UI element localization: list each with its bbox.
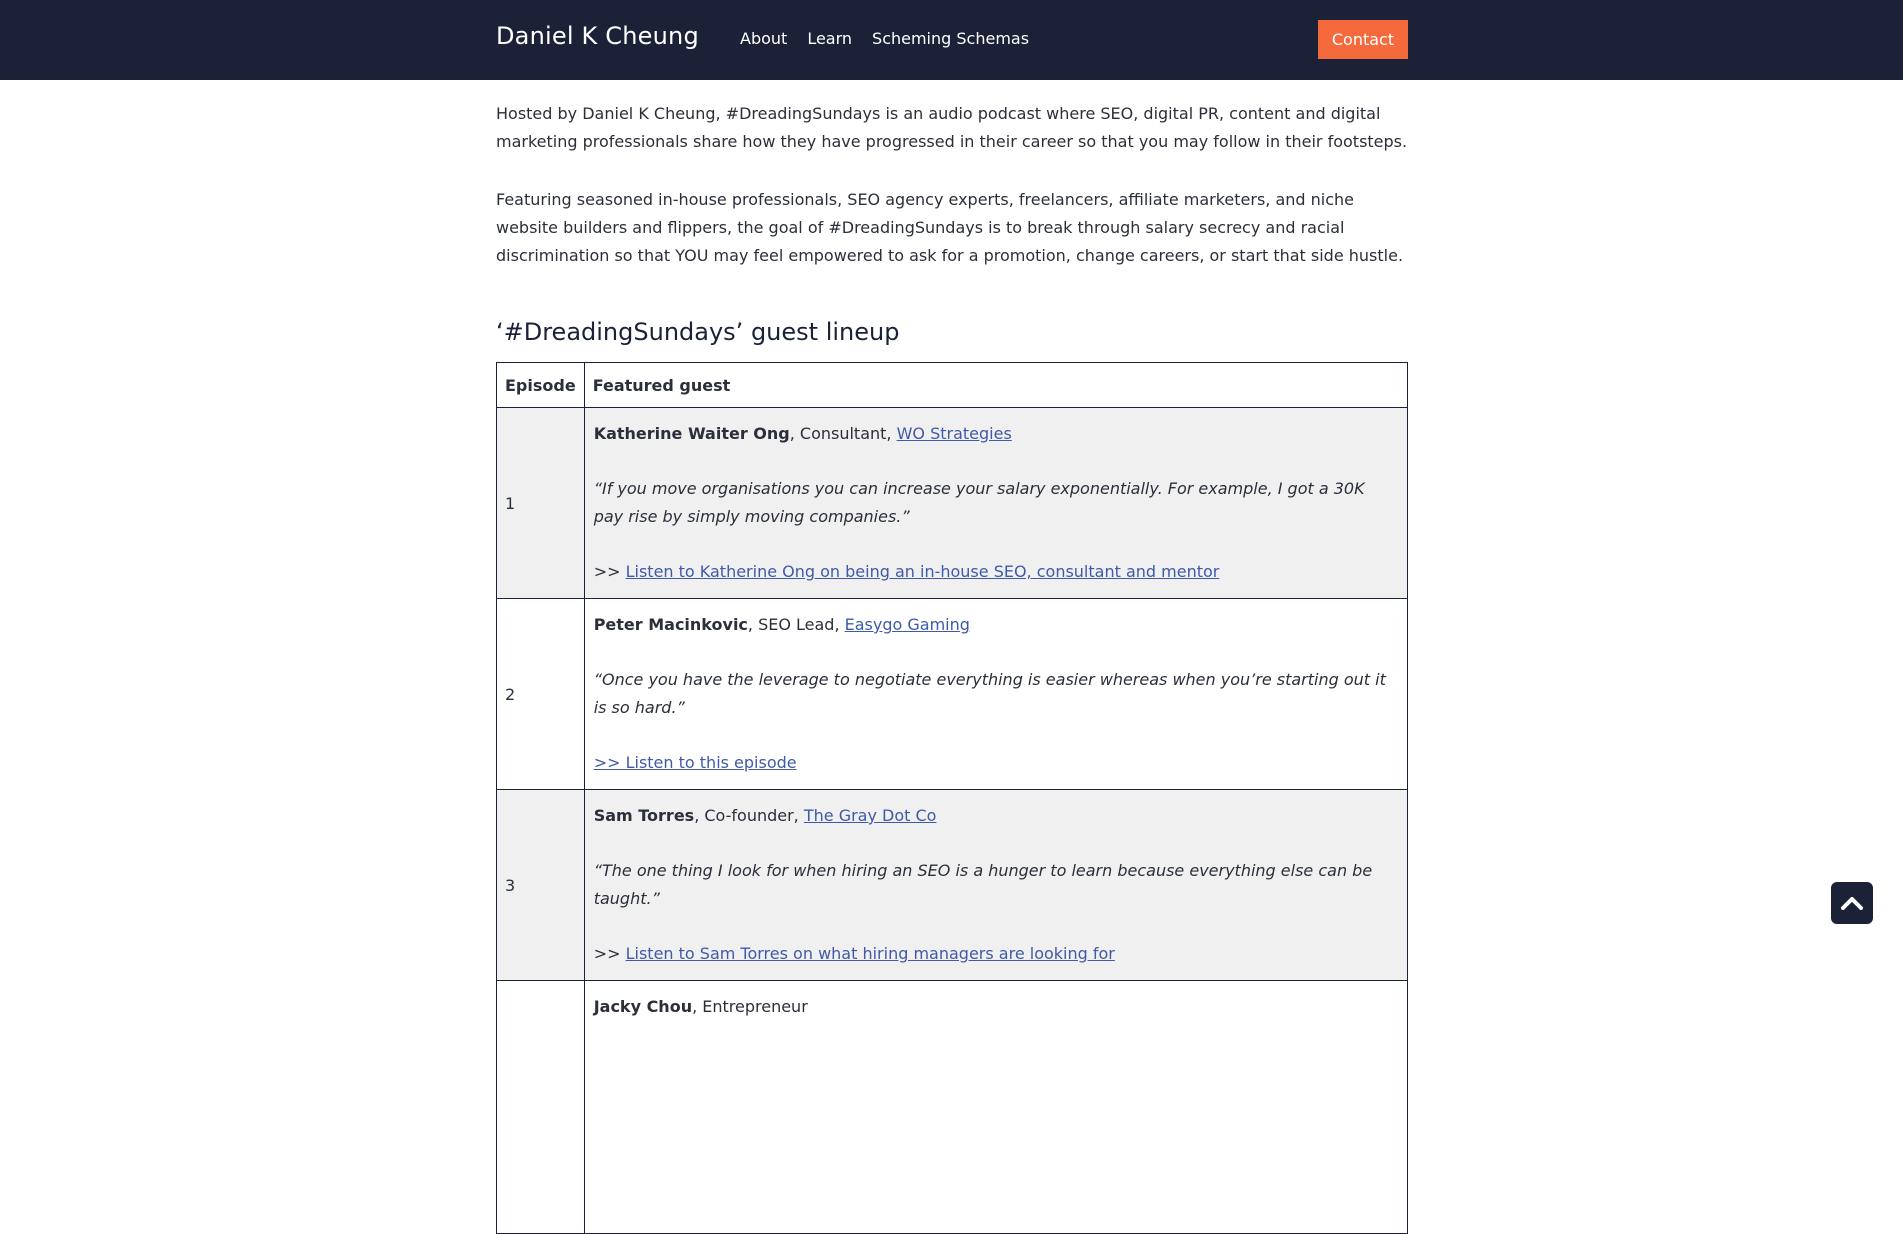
guest-line <box>594 611 1398 639</box>
guest-cell-continuation <box>594 1021 1398 1221</box>
guest-line <box>594 993 1398 1021</box>
guest-role: , Consultant, <box>789 424 897 443</box>
guest-quote: “If you move organisations you can increase your salary exponentially. For example, I got a 30K pay rise by simply moving companies.” <box>593 479 1365 526</box>
site-title[interactable]: Daniel K Cheung <box>496 22 699 50</box>
company-link[interactable]: WO Strategies <box>896 424 1012 443</box>
main-nav <box>740 29 1029 48</box>
episode-number: 2 <box>497 599 585 790</box>
guest-line <box>594 802 1398 830</box>
guest-cell <box>584 981 1407 1234</box>
table-row <box>497 790 1408 981</box>
site-header <box>0 0 1903 80</box>
col-guest-header: Featured guest <box>584 363 1407 408</box>
intro-paragraph-2: Featuring seasoned in-house professionals, SEO agency experts, freelancers, affiliate marketers, and niche website builders and flippers, the goal of #DreadingSundays is to break through salary secrecy and racial discrimination so that YOU may feel empowered to ask for a promotion, change careers, or start that side hustle. <box>496 190 1404 265</box>
guest-role: , Co-founder, <box>694 806 804 825</box>
listen-prefix: >> <box>593 562 626 581</box>
guest-cell <box>584 790 1407 981</box>
back-to-top-button[interactable] <box>1831 882 1873 924</box>
guest-role: , SEO Lead, <box>747 615 845 634</box>
guest-role: , Entrepreneur <box>692 997 808 1016</box>
table-row <box>497 981 1408 1234</box>
listen-line <box>594 749 1398 777</box>
guest-name: Sam Torres <box>593 806 695 825</box>
episode-number <box>497 981 585 1234</box>
table-header-row <box>497 363 1408 408</box>
chevron-up-icon <box>1841 896 1863 910</box>
listen-episode-link[interactable]: >> Listen to this episode <box>593 753 797 772</box>
guest-quote: “Once you have the leverage to negotiate everything is easier whereas when you’re starting out it is so hard.” <box>593 670 1386 717</box>
guest-line <box>594 420 1398 448</box>
guest-quote: “The one thing I look for when hiring an SEO is a hunger to learn because everything else can be taught.” <box>593 861 1373 908</box>
guest-cell <box>584 408 1407 599</box>
company-link[interactable]: The Gray Dot Co <box>803 806 937 825</box>
episode-number: 3 <box>497 790 585 981</box>
company-link[interactable]: Easygo Gaming <box>844 615 970 634</box>
listen-line <box>594 940 1398 968</box>
table-row <box>497 408 1408 599</box>
guest-cell <box>584 599 1407 790</box>
contact-button[interactable]: Contact <box>1318 20 1408 59</box>
listen-episode-link[interactable]: Listen to Katherine Ong on being an in-house SEO, consultant and mentor <box>625 562 1220 581</box>
guest-name: Katherine Waiter Ong <box>593 424 790 443</box>
guest-name: Peter Macinkovic <box>593 615 748 634</box>
table-row <box>497 599 1408 790</box>
intro-paragraph-1: Hosted by Daniel K Cheung, #DreadingSundays is an audio podcast where SEO, digital PR, content and digital marketing professionals share how they have progressed in their career so that you may follow in their footsteps. <box>496 104 1408 151</box>
col-episode-header: Episode <box>497 363 585 408</box>
guest-lineup-table <box>496 362 1408 1234</box>
lineup-heading: ‘#DreadingSundays’ guest lineup <box>496 318 900 346</box>
nav-about[interactable]: About <box>740 29 788 48</box>
main-content <box>496 100 1408 1234</box>
nav-learn[interactable]: Learn <box>807 29 853 48</box>
listen-prefix: >> <box>593 944 626 963</box>
nav-scheming-schemas[interactable]: Scheming Schemas <box>872 29 1030 48</box>
episode-number: 1 <box>497 408 585 599</box>
listen-line <box>594 558 1398 586</box>
listen-episode-link[interactable]: Listen to Sam Torres on what hiring managers are looking for <box>625 944 1115 963</box>
guest-name: Jacky Chou <box>593 997 693 1016</box>
